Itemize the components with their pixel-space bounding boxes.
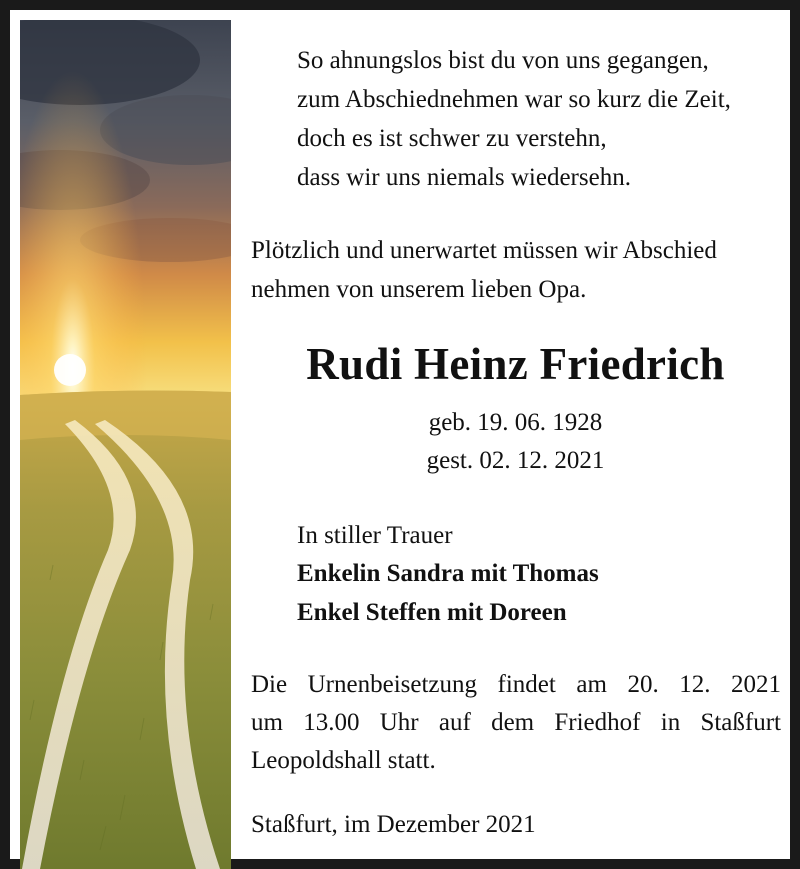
poem-line: dass wir uns niemals wiedersehn. (297, 164, 631, 191)
poem-line: doch es ist schwer zu verstehn, (297, 125, 607, 152)
mourning-intro: In stiller Trauer (297, 522, 453, 549)
burial-line: Die Urnenbeisetzung findet am 20. 12. 2021 (251, 671, 781, 698)
mourner-name: Enkel Steffen mit Doreen (297, 599, 567, 626)
announcement-line: Plötzlich und unerwartet müssen wir Abschied (251, 237, 717, 264)
obituary-text (231, 20, 800, 869)
place-date: Staßfurt, im Dezember 2021 (251, 811, 536, 838)
poem-line: So ahnungslos bist du von uns gegangen, (297, 47, 709, 74)
birth-date: geb. 19. 06. 1928 (428, 409, 603, 436)
sunset-path-photo (20, 20, 231, 869)
poem-line: zum Abschiednehmen war so kurz die Zeit, (297, 86, 731, 113)
announcement-line: nehmen von unserem lieben Opa. (251, 276, 587, 303)
deceased-name: Rudi Heinz Friedrich (306, 339, 725, 389)
mourner-name: Enkelin Sandra mit Thomas (297, 560, 599, 587)
landscape-illustration (20, 20, 231, 869)
death-date: gest. 02. 12. 2021 (426, 447, 605, 474)
burial-line: um 13.00 Uhr auf dem Friedhof in Staßfurt (251, 709, 781, 736)
burial-line: Leopoldshall statt. (251, 747, 436, 774)
